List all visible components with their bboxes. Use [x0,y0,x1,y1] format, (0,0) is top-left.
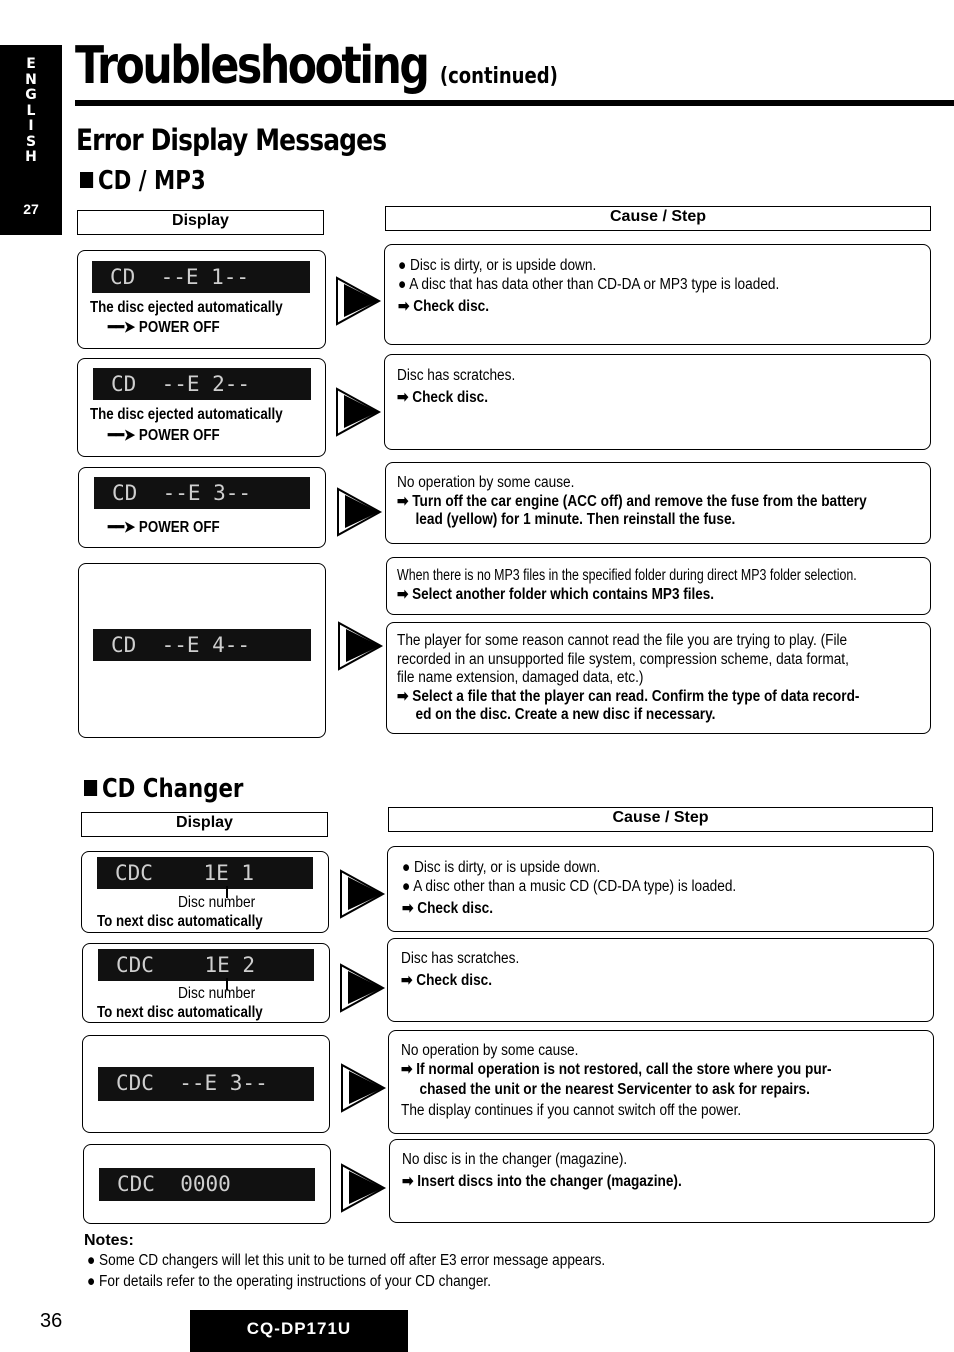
pointer-arrow-icon [339,1062,387,1114]
lcd-display-e3: CD --E 3-- [94,477,310,509]
cause-text: No operation by some cause. ➡ Turn off the car engine (ACC off) and remove the fuse from the battery lead (yellow) for 1 minute. Then reinstall the fuse. [397,474,867,528]
title-continued: (continued) [439,64,558,89]
lcd-display-e2: CD --E 2-- [93,368,311,400]
pointer-arrow-icon [339,1162,387,1214]
arrow-icon: ━━➤ [108,319,136,336]
arrow-icon: ━━➤ [108,519,136,536]
disc-number-label: Disc number [178,985,256,1002]
lcd-display-c1: CDC 1E 1 [97,857,313,889]
model-badge: CQ-DP171U [190,1310,408,1352]
cause-step-header: Cause / Step [385,206,931,231]
section-title: Error Display Messages [76,123,387,157]
arrow-icon: ➡ [398,298,410,315]
arrow-icon: ➡ [397,492,409,510]
power-off-note: ━━➤ POWER OFF [108,319,220,336]
notes-heading: Notes: [84,1232,134,1249]
cause-text: The player for some reason cannot read the file you are trying to play. (File recorded in an unsupported file system, compression scheme, data format, file name extension, damaged data, etc.) ➡ Select a file that the player can read. Confirm the type of data record- ed on the disc. Create a new disc if necessary. [397,632,860,723]
page-number: 36 [40,1310,63,1332]
arrow-icon: ➡ [402,1172,414,1190]
display-note: To next disc automatically [97,1004,263,1021]
cd-changer-heading: CD Changer [84,774,243,804]
arrow-icon: ➡ [402,900,414,917]
cause-text: No operation by some cause. ➡ If normal operation is not restored, call the store where you pur- chased the unit or the nearest Servicenter to ask for repairs. The display continues if you cannot switch off the power. [401,1042,832,1119]
cause-text: Disc has scratches. ➡ Check disc. [397,367,516,406]
section-page-number: 27 [23,201,39,217]
disc-number-label: Disc number [178,894,256,911]
lcd-display-c3: CDC --E 3-- [98,1067,314,1101]
display-header: Display [81,812,328,837]
pointer-arrow-icon [334,386,382,438]
lcd-display-c4: CDC 0000 [99,1168,315,1201]
arrow-icon: ➡ [401,971,413,989]
display-note: To next disc automatically [97,913,263,930]
arrow-icon: ➡ [401,1060,413,1078]
pointer-arrow-icon [335,486,383,538]
cause-step-header: Cause / Step [388,807,933,832]
page-title [75,36,558,96]
display-note: The disc ejected automatically [90,299,283,316]
display-header: Display [77,210,324,235]
note-item: ● Some CD changers will let this unit to be turned off after E3 error message appears. [87,1252,606,1269]
note-item: ● For details refer to the operating instructions of your CD changer. [87,1273,492,1290]
cause-text: When there is no MP3 files in the specified folder during direct MP3 folder selection. ➡ Select another folder which contains MP3 files. [397,567,857,603]
arrow-icon: ➡ [397,388,409,406]
square-bullet-icon [84,780,97,796]
square-bullet-icon [80,172,93,188]
power-off-note: ━━➤ POWER OFF [108,519,220,536]
lcd-display-e1: CD --E 1-- [92,261,310,293]
arrow-icon: ➡ [397,687,409,705]
title-main: Troubleshooting [75,36,428,96]
cause-text: ● Disc is dirty, or is upside down. ● A disc that has data other than CD-DA or MP3 type is loaded. ➡ Check disc. [398,257,780,315]
language-tab [0,45,62,235]
pointer-arrow-icon [338,962,386,1014]
arrow-icon: ━━➤ [108,427,136,444]
arrow-icon: ➡ [397,585,409,603]
pointer-arrow-icon [336,620,384,672]
lcd-display-e4: CD --E 4-- [93,629,311,661]
pointer-arrow-icon [334,275,382,327]
cause-text: No disc is in the changer (magazine). ➡ Insert discs into the changer (magazine). [402,1151,682,1190]
pointer-arrow-icon [338,868,386,920]
title-rule [75,100,954,106]
lcd-display-c2: CDC 1E 2 [98,949,314,981]
notes-list [87,1250,605,1292]
cause-text: Disc has scratches. ➡ Check disc. [401,950,520,989]
cause-text: ● Disc is dirty, or is upside down. ● A disc other than a music CD (CD-DA type) is loaded. ➡ Check disc. [402,859,737,917]
display-note: The disc ejected automatically [90,406,283,423]
cd-mp3-heading: CD / MP3 [80,166,206,196]
language-letters: E N G L I S H [25,56,37,165]
power-off-note: ━━➤ POWER OFF [108,427,220,444]
